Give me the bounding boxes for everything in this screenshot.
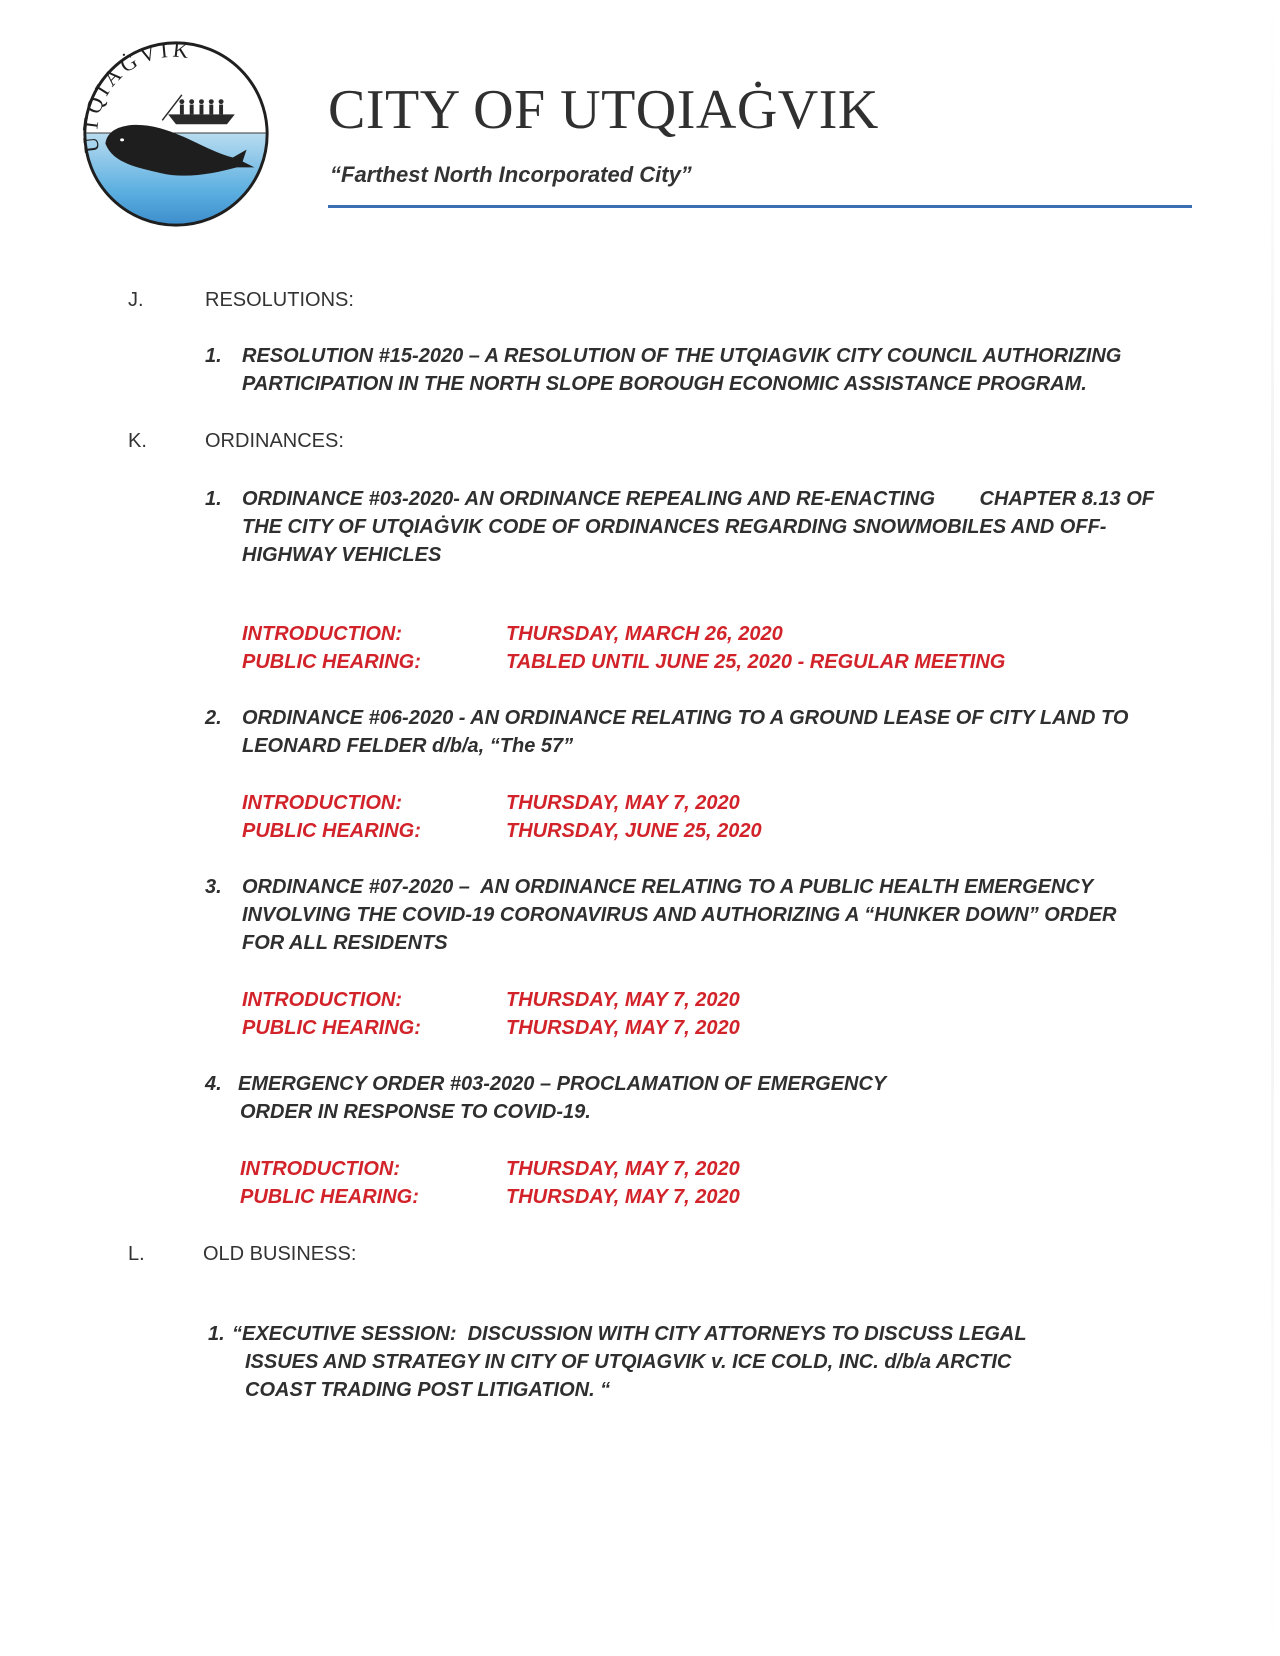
text-line: LEONARD FELDER d/b/a, “The 57”	[242, 735, 574, 757]
ordinance-3-number: 3.	[205, 876, 222, 898]
text-line: EMERGENCY ORDER #03-2020 – PROCLAMATION OF EMERGENCY	[238, 1073, 887, 1095]
text-line: HIGHWAY VEHICLES	[242, 544, 442, 566]
public-hearing-date: TABLED UNTIL JUNE 25, 2020 - REGULAR MEETING	[506, 651, 1006, 673]
public-hearing-label: PUBLIC HEARING:	[242, 1017, 421, 1039]
old-business-1-text	[232, 1320, 1027, 1404]
section-title-old-business: OLD BUSINESS:	[203, 1243, 357, 1265]
old-business-1-number: 1.	[208, 1323, 225, 1345]
section-letter-l: L.	[128, 1243, 145, 1265]
text-line: ORDINANCE #03-2020- AN ORDINANCE REPEALING AND RE-ENACTING CHAPTER 8.13 OF	[242, 488, 1154, 510]
text-line: FOR ALL RESIDENTS	[242, 932, 448, 954]
public-hearing-label: PUBLIC HEARING:	[242, 651, 421, 673]
introduction-label: INTRODUCTION:	[240, 1158, 400, 1180]
section-title-ordinances: ORDINANCES:	[205, 430, 344, 452]
introduction-date: THURSDAY, MAY 7, 2020	[506, 989, 740, 1011]
introduction-date: THURSDAY, MARCH 26, 2020	[506, 623, 783, 645]
ordinance-3-text	[242, 873, 1116, 957]
city-tagline: “Farthest North Incorporated City”	[330, 162, 692, 187]
introduction-label: INTRODUCTION:	[242, 623, 402, 645]
section-letter-k: K.	[128, 430, 147, 452]
section-letter-j: J.	[128, 289, 144, 311]
text-line: PARTICIPATION IN THE NORTH SLOPE BOROUGH ECONOMIC ASSISTANCE PROGRAM.	[242, 373, 1087, 395]
emergency-order-number: 4.	[205, 1073, 222, 1095]
text-line: ORDER IN RESPONSE TO COVID-19.	[240, 1101, 591, 1123]
city-name: CITY OF UTQIAĠVIK	[328, 79, 879, 141]
public-hearing-label: PUBLIC HEARING:	[242, 820, 421, 842]
ordinance-1-text	[242, 485, 1154, 569]
introduction-date: THURSDAY, MAY 7, 2020	[506, 792, 740, 814]
text-line: ORDINANCE #07-2020 – AN ORDINANCE RELATING TO A PUBLIC HEALTH EMERGENCY	[242, 876, 1094, 898]
resolution-1-text	[242, 342, 1121, 398]
public-hearing-date: THURSDAY, MAY 7, 2020	[506, 1186, 740, 1208]
introduction-label: INTRODUCTION:	[242, 792, 402, 814]
text-line: ORDINANCE #06-2020 - AN ORDINANCE RELATING TO A GROUND LEASE OF CITY LAND TO	[242, 707, 1129, 729]
public-hearing-date: THURSDAY, JUNE 25, 2020	[506, 820, 762, 842]
text-line: INVOLVING THE COVID-19 CORONAVIRUS AND AUTHORIZING A “HUNKER DOWN” ORDER	[242, 904, 1117, 926]
ordinance-1-number: 1.	[205, 488, 222, 510]
text-line: “EXECUTIVE SESSION: DISCUSSION WITH CITY ATTORNEYS TO DISCUSS LEGAL	[232, 1323, 1027, 1345]
seal-text: UTQIAĠVIK	[78, 37, 194, 154]
text-line: RESOLUTION #15-2020 – A RESOLUTION OF THE UTQIAGVIK CITY COUNCIL AUTHORIZING	[242, 345, 1122, 367]
section-title-resolutions: RESOLUTIONS:	[205, 289, 354, 311]
resolution-1-number: 1.	[205, 345, 222, 367]
ordinance-2-number: 2.	[205, 707, 222, 729]
introduction-label: INTRODUCTION:	[242, 989, 402, 1011]
text-line: COAST TRADING POST LITIGATION. “	[245, 1379, 611, 1401]
text-line: THE CITY OF UTQIAĠVIK CODE OF ORDINANCES REGARDING SNOWMOBILES AND OFF-	[242, 516, 1107, 538]
text-line: ISSUES AND STRATEGY IN CITY OF UTQIAGVIK v. ICE COLD, INC. d/b/a ARCTIC	[245, 1351, 1012, 1373]
emergency-order-text	[238, 1070, 886, 1126]
header-divider	[328, 205, 1192, 208]
public-hearing-date: THURSDAY, MAY 7, 2020	[506, 1017, 740, 1039]
city-seal-whale-boat-icon	[78, 36, 274, 232]
scan-edge	[1271, 0, 1274, 1656]
introduction-date: THURSDAY, MAY 7, 2020	[506, 1158, 740, 1180]
public-hearing-label: PUBLIC HEARING:	[240, 1186, 419, 1208]
ordinance-2-text	[242, 704, 1128, 760]
